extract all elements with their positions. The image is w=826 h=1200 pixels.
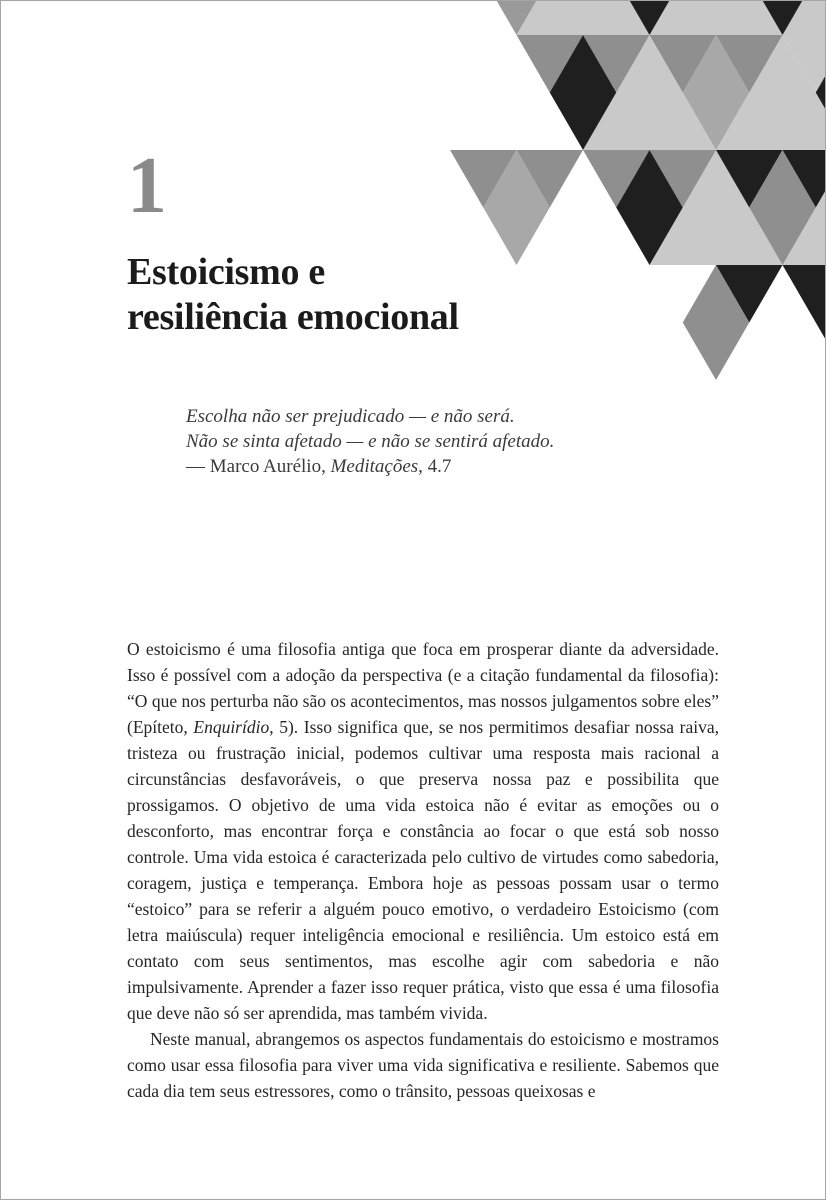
mosaic-up-triangle [650,0,783,35]
body-text [127,636,719,1104]
chapter-title-line-2: resiliência emocional [127,296,459,338]
epigraph-quote-line-1: Escolha não ser prejudicado — e não será. [186,406,515,427]
body-paragraph-2: Neste manual, abrangemos os aspectos fundamentais do estoicismo e mostramos como usar essa filosofia para viver uma vida significativa e resiliente. Sabemos que cada dia tem seus estressores, como o trânsito, pessoas queixosas e [127,1029,719,1101]
chapter-number: 1 [127,142,167,230]
triangle-mosaic-decoration [0,0,826,440]
mosaic-up-triangle [517,0,650,35]
mosaic-down-triangle [783,265,826,380]
epigraph [186,404,666,479]
chapter-title-line-1: Estoicismo e [127,251,325,293]
chapter-title [127,250,459,340]
epigraph-quote-line-2: Não se sinta afetado — e não se sentirá afetado. [186,431,555,452]
epigraph-attribution: — Marco Aurélio, Meditações, 4.7 [186,456,452,477]
body-paragraph-1: O estoicismo é uma filosofia antiga que foca em prosperar diante da adversidade. Isso é possível com a adoção da perspectiva (e a citação fundamental da filosofia): “O que nos perturba não são os acontecimentos, mas nossos julgamentos sobre eles” (Epíteto, Enquirídio, 5). Isso significa que, se nos permitimos desafiar nossa raiva, tristeza ou frustração inicial, podemos cultivar uma resposta mais racional a circunstâncias desfavoráveis, o que preserva nossa paz e possibilita que prossigamos. O objetivo de uma vida estoica não é evitar as emoções ou o desconforto, mas encontrar força e constância ao focar o que está sob nosso controle. Uma vida estoica é caracterizada pelo cultivo de virtudes como sabedoria, coragem, justiça e temperança. Embora hoje as pessoas possam usar o termo “estoico” para se referir a alguém pouco emotivo, o verdadeiro Estoicismo (com letra maiúscula) requer inteligência emocional e resiliência. Um estoico está em contato com seus sentimentos, mas escolhe agir com sabedoria e não impulsivamente. Aprender a fazer isso requer prática, visto que essa é uma filosofia que deve não só ser aprendida, mas também vivida. [127,639,720,1023]
